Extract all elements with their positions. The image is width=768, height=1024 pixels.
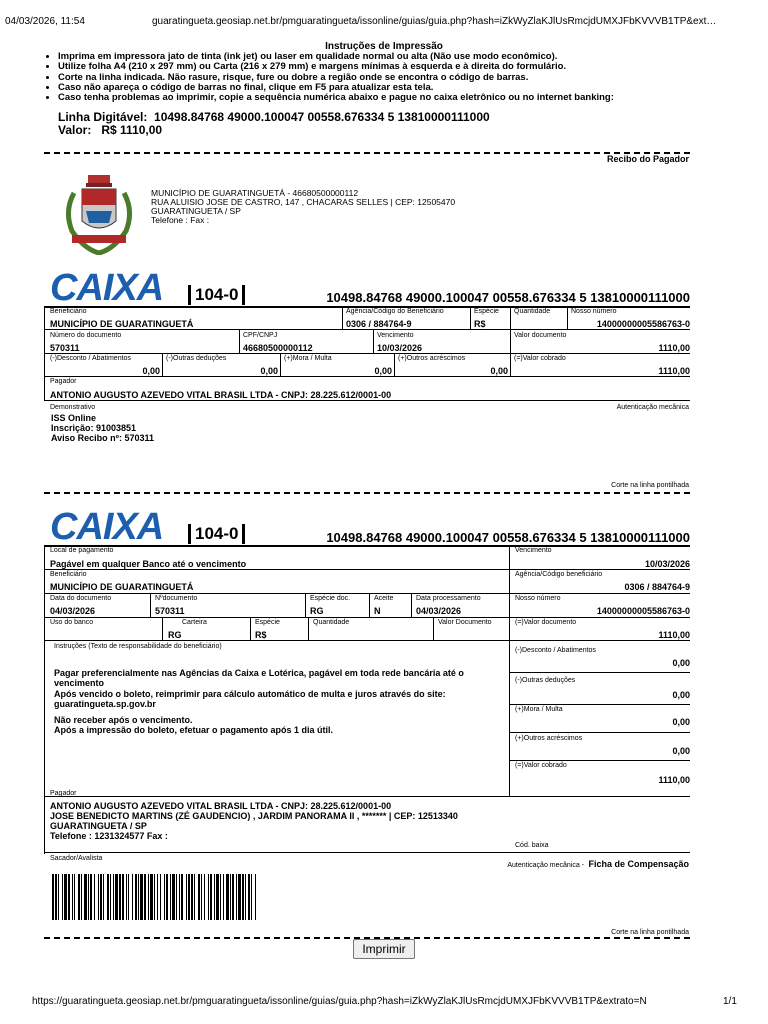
outros-acr-label: (+)Outros acréscimos [398, 355, 466, 362]
table-border [44, 617, 690, 618]
aceite-value: N [374, 606, 381, 616]
sacador-label: Sacador/Avalista [50, 855, 103, 862]
table-border [509, 732, 690, 733]
barcode-bar [256, 874, 257, 920]
table-border [567, 307, 568, 329]
issuer-line: GUARATINGUETA / SP [151, 206, 241, 216]
receipt-table [44, 307, 690, 376]
table-border [44, 640, 690, 641]
table-border [305, 593, 306, 617]
quantidade-label: Quantidade [514, 308, 551, 315]
ficha-auth-block [507, 854, 689, 872]
table-border [150, 593, 151, 617]
table-border [44, 329, 690, 330]
carteira-value: RG [168, 630, 182, 640]
corte-label: Corte na linha pontilhada [611, 482, 689, 489]
ficha-pagador-block [50, 801, 458, 841]
table-border [470, 307, 471, 329]
ficha-outras-ded-label: (-)Outras deduções [515, 677, 576, 684]
data-doc-label: Data do documento [50, 595, 112, 602]
data-doc-value: 04/03/2026 [50, 606, 96, 616]
autenticacao-label: Autenticação mecânica [616, 404, 689, 411]
table-border [509, 546, 510, 796]
linha-value: 10498.84768 49000.100047 00558.676334 5 13810000111000 [154, 110, 490, 124]
valor-value: R$ 1110,00 [101, 123, 163, 137]
table-border [44, 546, 45, 796]
data-proc-label: Data processamento [416, 595, 481, 602]
mora-value: 0,00 [374, 366, 392, 376]
print-button[interactable]: Imprimir [353, 939, 415, 959]
table-border [510, 353, 511, 376]
beneficiario-value: MUNICÍPIO DE GUARATINGUETÁ [50, 319, 194, 329]
instructions-title: Instruções de Impressão [325, 41, 443, 52]
ficha-especie-label: Espécie [255, 619, 280, 626]
table-border [509, 672, 690, 673]
especie-label: Espécie [474, 308, 499, 315]
ficha-valor-cobrado-label: (=)Valor cobrado [515, 762, 567, 769]
demonstrativo-line: Aviso Recibo nº: 570311 [51, 433, 154, 443]
instruction-item: • Imprima em impressora jato de tinta (ink jet) ou laser em qualidade normal ou alta (Não use modo econômico). [58, 52, 614, 62]
demonstrativo-line: Inscrição: 91003851 [51, 423, 137, 433]
beneficiario-label: Beneficiário [50, 308, 87, 315]
especie-doc-label: Espécie doc. [310, 595, 351, 602]
ficha-agencia-value: 0306 / 884764-9 [624, 582, 690, 592]
caixa-logo: CAIXA [50, 506, 164, 548]
print-footer-url: https://guaratingueta.geosiap.net.br/pmguaratingueta/issonline/guias/guia.php?hash=iZkWyZlaKJlUsRmcjdUMXJFbKVVVB1TP&extrato=N [32, 996, 647, 1007]
ficha-pagador-label: Pagador [50, 790, 77, 797]
valor-documento-label: Valor Documento [438, 619, 492, 626]
outros-acr-value: 0,00 [490, 366, 508, 376]
print-page-title: guaratingueta.geosiap.net.br/pmguaratingueta/issonline/guias/guia.php?hash=iZkWyZlaKJlUsRmcjdUMXJFbKVVVB1TP&ext… [152, 16, 717, 27]
instructions-list [44, 52, 614, 103]
mora-label: (+)Mora / Multa [284, 355, 332, 362]
bank-code: 104-0 [188, 285, 245, 305]
cod-baixa-label: Cód. baixa [515, 842, 549, 849]
table-border [280, 353, 281, 376]
ficha-especie-value: R$ [255, 630, 267, 640]
demonstrativo-line: ISS Online [51, 413, 97, 423]
ficha-agencia-label: Agência/Código beneficiário [515, 571, 603, 578]
ficha-mora-label: (+)Mora / Multa [515, 706, 563, 713]
pagador-value: ANTONIO AUGUSTO AZEVEDO VITAL BRASIL LTDA - CNPJ: 28.225.612/0001-00 [50, 390, 392, 400]
table-border [394, 353, 395, 376]
ficha-vencimento-label: Vencimento [515, 547, 552, 554]
agencia-label: Agência/Código do Beneficiário [346, 308, 444, 315]
barcode [52, 874, 402, 920]
table-border [411, 593, 412, 617]
table-border [433, 617, 434, 640]
valor-doc2-label: (=)Valor documento [515, 619, 577, 626]
nosso-numero-value: 14000000005586763-0 [596, 319, 690, 329]
ficha-outras-ded-value: 0,00 [672, 690, 690, 700]
cut-line [44, 492, 690, 494]
instruction-item: • Caso tenha problemas ao imprimir, copie a sequência numérica abaixo e pague no caixa eletrônico ou no internet banking: [58, 93, 614, 103]
instruction-item: • Utilize folha A4 (210 x 297 mm) ou Carta (216 x 279 mm) e margens mínimas à esquerda e à direita do formulário. [58, 62, 614, 72]
ficha-desconto-label: (-)Desconto / Abatimentos [515, 647, 596, 654]
valor-doc-value: 1110,00 [658, 343, 690, 353]
coat-of-arms-logo [64, 171, 134, 255]
table-border [239, 329, 240, 353]
ficha-table [44, 546, 690, 796]
vencimento-label: Vencimento [377, 332, 414, 339]
instruction-item: • Caso não apareça o código de barras no final, clique em F5 para atualizar esta tela. [58, 83, 614, 93]
valor-doc2-value: 1110,00 [658, 630, 690, 640]
table-border [250, 617, 251, 640]
carteira-label: Carteira [182, 619, 207, 626]
pagador-label: Pagador [50, 378, 77, 385]
cpf-value: 46680500000112 [243, 343, 313, 353]
table-border [510, 329, 511, 353]
ficha-autenticacao-label: Autenticação mecânica - [507, 862, 585, 869]
especie-value: R$ [474, 319, 486, 329]
ficha-outros-acr-label: (+)Outros acréscimos [515, 735, 583, 742]
caixa-logo: CAIXA [50, 267, 164, 309]
vencimento-value: 10/03/2026 [377, 343, 423, 353]
pagador-line: ANTONIO AUGUSTO AZEVEDO VITAL BRASIL LTDA - CNPJ: 28.225.612/0001-00 [50, 801, 392, 811]
issuer-block [151, 189, 455, 225]
demonstrativo-label: Demonstrativo [50, 404, 96, 411]
ficha-nosso-numero-label: Nosso número [515, 595, 561, 602]
table-border [44, 353, 690, 354]
valor-label: Valor: [58, 123, 92, 137]
cut-line [44, 152, 690, 154]
ficha-vencimento-value: 10/03/2026 [644, 559, 690, 569]
desconto-label: (-)Desconto / Abatimentos [50, 355, 131, 362]
table-border [510, 307, 511, 329]
table-border [44, 400, 690, 401]
linha-digitavel-header: 10498.84768 49000.100047 00558.676334 5 13810000111000 [326, 530, 690, 545]
table-border [162, 353, 163, 376]
linha-label: Linha Digitável: [58, 110, 148, 124]
bank-code: 104-0 [188, 524, 245, 544]
ficha-valor-cobrado-value: 1110,00 [658, 775, 690, 785]
issuer-line: RUA ALUISIO JOSE DE CASTRO, 147 , CHACARAS SELLES | CEP: 12505470 [151, 197, 456, 207]
table-border [44, 796, 45, 854]
table-border [44, 796, 690, 797]
instrucao-line: Pagar preferencialmente nas Agências da Caixa e Lotérica, pagável em toda rede bancária até o vencimento [54, 668, 464, 688]
table-border [509, 704, 690, 705]
instruction-item: • Corte na linha indicada. Não rasure, risque, fure ou dobre a região onde se encontra o código de barras. [58, 73, 614, 83]
ficha-nosso-numero-value: 14000000005586763-0 [596, 606, 690, 616]
num-doc-value: 570311 [155, 606, 185, 616]
local-label: Local de pagamento [50, 547, 114, 554]
outras-ded-label: (-)Outras deduções [166, 355, 227, 362]
ficha-outros-acr-value: 0,00 [672, 746, 690, 756]
instrucoes-label: Instruções (Texto de responsabilidade do beneficiário) [54, 643, 222, 650]
table-border [308, 617, 309, 640]
table-border [44, 569, 690, 570]
print-datetime: 04/03/2026, 11:54 [5, 16, 85, 27]
recibo-title: Recibo do Pagador [606, 154, 689, 164]
desconto-value: 0,00 [142, 366, 160, 376]
especie-doc-value: RG [310, 606, 324, 616]
print-page-count: 1/1 [723, 996, 737, 1007]
ficha-corte-label: Corte na linha pontilhada [611, 929, 689, 936]
cpf-label: CPF/CNPJ [243, 332, 278, 339]
valor-cobrado-value: 1110,00 [658, 366, 690, 376]
ficha-quantidade-label: Quantidade [313, 619, 350, 626]
table-border [373, 329, 374, 353]
aceite-label: Aceite [374, 595, 394, 602]
instrucao-line: Não receber após o vencimento. [54, 715, 193, 725]
num-doc-value: 570311 [50, 343, 80, 353]
outras-ded-value: 0,00 [260, 366, 278, 376]
table-border [44, 376, 45, 400]
uso-banco-label: Uso do banco [50, 619, 94, 626]
num-doc-label: Número do documento [50, 332, 122, 339]
agencia-value: 0306 / 884764-9 [346, 319, 412, 329]
table-border [44, 307, 45, 376]
issuer-line: Telefone : Fax : [151, 215, 210, 225]
table-border [44, 852, 690, 853]
instrucoes-block [54, 668, 504, 735]
table-border [342, 307, 343, 329]
ficha-desconto-value: 0,00 [672, 658, 690, 668]
ficha-compensacao-label: Ficha de Compensação [588, 859, 689, 869]
ficha-beneficiario-label: Beneficiário [50, 571, 87, 578]
num-doc-label: Nºdocumento [155, 595, 198, 602]
issuer-line: MUNICÍPIO DE GUARATINGUETÁ - 46680500000112 [151, 188, 359, 198]
demonstrativo-block [51, 413, 154, 443]
nosso-numero-label: Nosso número [571, 308, 617, 315]
ficha-mora-value: 0,00 [672, 717, 690, 727]
table-border [509, 760, 690, 761]
ficha-beneficiario-value: MUNICÍPIO DE GUARATINGUETÁ [50, 582, 194, 592]
valor-cobrado-label: (=)Valor cobrado [514, 355, 566, 362]
table-border [44, 376, 690, 377]
pagador-line: Telefone : 1231324577 Fax : [50, 831, 168, 841]
local-value: Pagável em qualquer Banco até o vencimento [50, 559, 247, 569]
pagador-line: JOSE BENEDICTO MARTINS (ZÉ GAUDENCIO) , JARDIM PANORAMA II , ******* | CEP: 12513340 [50, 811, 458, 821]
data-proc-value: 04/03/2026 [416, 606, 462, 616]
pagador-line: GUARATINGUETA / SP [50, 821, 147, 831]
linha-digitavel-header: 10498.84768 49000.100047 00558.676334 5 13810000111000 [326, 290, 690, 305]
instrucao-line: Após vencido o boleto, reimprimir para cálculo automático de multa e juros através do site: guaratingueta.sp.gov.br [54, 689, 446, 709]
instrucao-line: Após a impressão do boleto, efetuar o pagamento após 1 dia útil. [54, 725, 334, 735]
table-border [162, 617, 163, 640]
linha-digitavel-block [58, 111, 490, 137]
valor-doc-label: Valor documento [514, 332, 567, 339]
table-border [44, 593, 690, 594]
table-border [369, 593, 370, 617]
